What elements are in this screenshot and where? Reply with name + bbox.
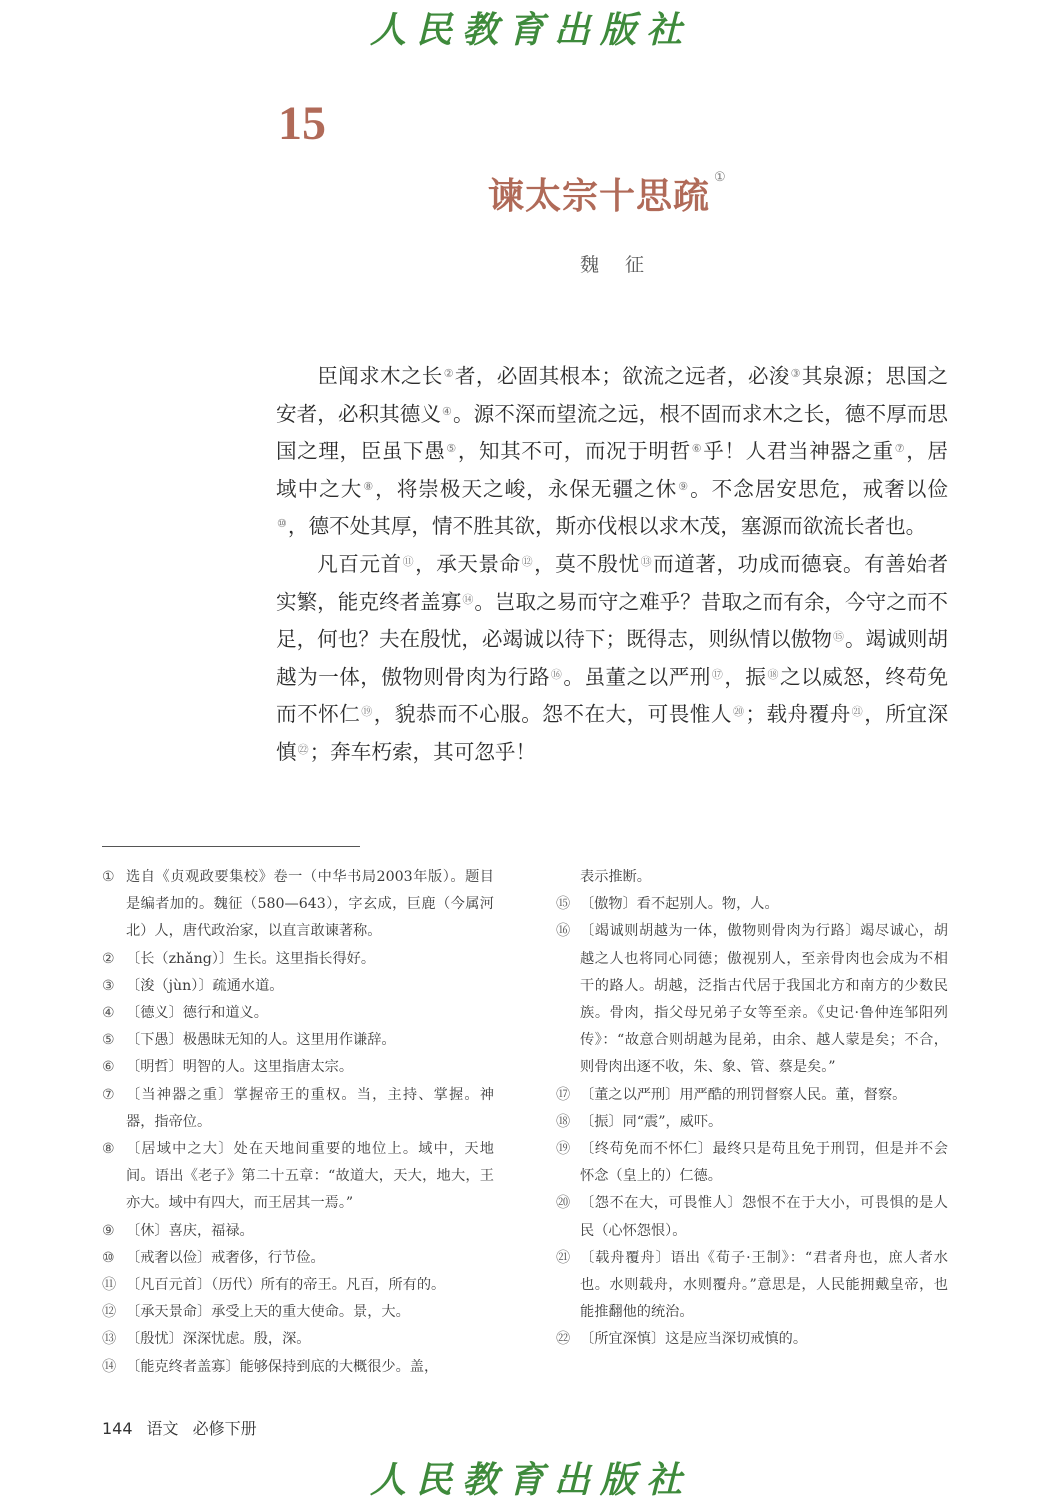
text-run: ，所宜深慎 [276,702,949,764]
footnote [102,1326,494,1353]
footnote-text: 〔休〕喜庆，福禄。 [126,1222,254,1239]
text-run: ；载舟覆舟 [745,702,851,727]
title-text: 谏太宗十思疏 [488,175,711,217]
footnote-mark: ⑧ [102,1141,115,1158]
note-ref-mark: ⑧ [363,479,375,493]
footnote-14-continuation: 表示推断。 [580,869,651,885]
text-run: ；奔车朽索，其可忽乎！ [309,739,537,764]
text-run: ，貌恭而不心服。怨不在大，可畏惟人 [373,702,732,727]
author [580,250,670,277]
footnote-text: 〔怨不在大，可畏惟人〕怨恨不在于大小，可畏惧的是人民（心怀怨恨）。 [580,1195,948,1239]
author-char-1: 魏 [580,254,600,276]
publisher-logo-bottom: 人民教育出版社 [369,1459,692,1501]
note-ref-mark: ⑲ [361,705,373,719]
text-run: 。岂取之易而守之难乎？昔取之而有余，今守之而不足，何也？夫在殷忧，必竭诚以待下；既得志，则纵情以傲物 [276,589,948,652]
footnote-mark: ⑦ [102,1086,115,1103]
footnote-mark: ⑬ [102,1331,117,1348]
footnote-mark: ⑮ [556,896,571,913]
text-run: 者，必固其根本；欲流之远者，必浚 [454,364,790,388]
text-run: 。竭诚则胡越为一体，傲物则骨肉为行路 [276,627,948,689]
footnote [556,891,948,918]
page-footer [102,1416,271,1439]
note-ref-mark: ⑬ [640,554,653,568]
author-char-2: 征 [625,254,645,276]
text-run: ，将崇极天之峻，永保无疆之休 [375,476,678,501]
note-ref-mark: ④ [442,404,452,418]
footnote [556,1136,948,1190]
footnote [102,1054,494,1081]
footnote-text: 〔傲物〕看不起别人。物，人。 [580,896,779,913]
note-ref-mark: ③ [790,367,801,380]
footnote [556,1245,948,1327]
footnote-mark: ⑱ [556,1113,571,1130]
footnote-text: 〔振〕同“震”，威吓。 [580,1113,723,1130]
page-title [488,168,727,219]
text-run: ，振 [724,664,767,689]
footnote [102,1245,494,1272]
text-run: ，莫不殷忧 [534,551,640,576]
footnote [102,973,494,1000]
footnote-text: 〔载舟覆舟〕语出《荀子·王制》：“君者舟也，庶人者水也。水则载舟，水则覆舟。”意思是，人民能拥戴皇帝，也能推翻他的统治。 [580,1249,948,1321]
text-run: 而道著，功成而德衰。有善始者实繁，能克终者盖寡 [276,551,949,614]
text-run: 之以威怒，终苟免而不怀仁 [276,664,949,727]
paragraph-2 [276,546,948,772]
page-number: 144 [102,1419,133,1438]
footnote [556,1109,948,1136]
footnote-mark: ⑲ [556,1141,571,1158]
footnote-mark: ① [102,869,115,885]
note-ref-mark: ㉑ [851,705,864,719]
text-run: 。源不深而望流之远，根不固而求木之长，德不厚而思国之理，臣虽下愚 [276,401,948,464]
note-ref-mark: ⑭ [462,592,474,606]
footnote [102,1299,494,1326]
footnote [102,1000,494,1027]
publisher-logo-top: 人民教育出版社 [369,9,692,51]
paragraph-1 [276,358,948,546]
footnote-text: 〔董之以严刑〕用严酷的刑罚督察人民。董，督察。 [580,1086,907,1103]
footnote-divider [102,846,360,847]
footnote-text: 〔殷忧〕深深忧虑。殷，深。 [126,1331,311,1348]
note-ref-mark: ⑫ [521,554,534,568]
text-run: 。不念居安思危，戒奢以俭 [690,476,948,501]
note-ref-mark: ⑳ [732,705,745,719]
note-ref-mark: ⑮ [833,630,845,644]
footnote-text: 选自《贞观政要集校》卷一（中华书局2003年版）。题目是编者加的。魏征（580—643），字玄成，巨鹿（今属河北）人，唐代政治家，以直言敢谏著称。 [126,869,494,940]
footnote-text: 〔当神器之重〕掌握帝王的重权。当，主持、掌握。神器，指帝位。 [126,1086,494,1130]
text-run: 其泉源；思国之安者，必积其德义 [276,364,948,426]
footnote-text: 〔凡百元首〕（历代）所有的帝王。凡百，所有的。 [126,1277,446,1294]
footnote [102,1354,494,1381]
footnote [102,1272,494,1299]
note-ref-mark: ⑩ [277,517,287,531]
text-run: 凡百元首 [317,551,402,576]
text-run: ，居域中之大 [276,439,949,501]
note-ref-mark: ⑦ [894,442,906,456]
footnote-text: 〔长（zhǎng）〕生长。这里指长得好。 [126,950,376,967]
footnote [102,864,494,946]
note-ref-mark: ⑤ [446,442,457,456]
footnote [102,946,494,973]
note-ref-mark: ⑰ [711,667,724,681]
footnote-mark: ⑪ [102,1277,117,1294]
note-ref-mark: ⑪ [402,554,415,568]
footnote [102,1136,494,1218]
footnote-mark: ⑤ [102,1032,115,1049]
footnote-mark: ② [102,950,115,967]
footnote-mark: ⑫ [102,1304,117,1321]
title-note-mark: ① [714,170,727,185]
footnote-text: 〔所宜深慎〕这是应当深切戒慎的。 [580,1331,808,1348]
footnote [556,1190,948,1244]
footnote [556,1326,948,1353]
text-run: ，德不处其厚，情不胜其欲，斯亦伐根以求木茂，塞源而欲流长者也。 [287,514,927,539]
footnote [102,1027,494,1054]
footnote-text: 〔居域中之大〕处在天地间重要的地位上。域中，天地间。语出《老子》第二十五章：“故道大，天大，地大，王亦大。域中有四大，而王居其一焉。” [126,1141,494,1212]
footnote-text: 〔德义〕德行和道义。 [126,1005,268,1022]
footnote-mark: ⑥ [102,1059,115,1076]
footnote [556,1082,948,1109]
note-ref-mark: ⑨ [678,479,690,493]
note-ref-mark: ⑯ [550,667,563,681]
footnote-mark: ⑯ [556,923,571,940]
footnote-mark: ⑳ [556,1195,571,1212]
footnotes-right-column [556,864,948,1354]
subject-name: 语文 [146,1419,179,1438]
footnote-mark: ④ [102,1005,115,1022]
footnote-text: 〔下愚〕极愚昧无知的人。这里用作谦辞。 [126,1032,396,1049]
text-run: ，知其不可，而况于明哲 [457,439,691,464]
footnote [556,918,948,1081]
footnote-text: 〔能克终者盖寡〕能够保持到底的大概很少。盖， [126,1358,439,1375]
footnote [102,1218,494,1245]
footnote-mark: ㉒ [556,1331,571,1348]
footnotes-left-column [102,864,494,1381]
note-ref-mark: ㉒ [297,742,309,756]
main-text [276,358,948,772]
text-run: 臣闻求木之长 [317,364,443,388]
footnote-text: 〔竭诚则胡越为一体，傲物则骨肉为行路〕竭尽诚心，胡越之人也将同心同德；傲视别人，至亲骨肉也会成为不相干的路人。胡越，泛指古代居于我国北方和南方的少数民族。骨肉，指父母兄弟子女等至亲。《史记·鲁仲连邹阳列传》：“故意合则胡越为昆弟，由余、越人蒙是矣；不合，则骨肉出逐不收，朱、象、管、蔡是矣。” [580,923,948,1076]
footnote-text: 〔终苟免而不怀仁〕最终只是苟且免于刑罚，但是并不会怀念（皇上的）仁德。 [580,1141,948,1185]
footnote-mark: ③ [102,977,115,994]
note-ref-mark: ⑱ [767,667,779,681]
text-run: ，承天景命 [415,551,521,576]
footnote-mark: ⑩ [102,1249,115,1266]
footnote-text: 〔承天景命〕承受上天的重大使命。景，大。 [126,1304,410,1321]
text-run: 。虽董之以严刑 [563,664,711,689]
footnote-mark: ㉑ [556,1249,571,1266]
lesson-number: 15 [278,97,326,150]
note-ref-mark: ⑥ [691,442,703,456]
footnote-mark: ⑭ [102,1358,117,1375]
volume-name: 必修下册 [192,1419,257,1438]
footnote-text: 〔戒奢以俭〕戒奢侈，行节俭。 [126,1249,325,1266]
footnote-text: 〔浚（jùn）〕疏通水道。 [126,977,284,994]
footnote-mark: ⑰ [556,1086,571,1103]
footnote-text: 〔明哲〕明智的人。这里指唐太宗。 [126,1059,354,1076]
footnote-mark: ⑨ [102,1222,115,1239]
text-run: 乎！人君当神器之重 [703,439,894,464]
footnote [102,1082,494,1136]
note-ref-mark: ② [443,367,454,380]
